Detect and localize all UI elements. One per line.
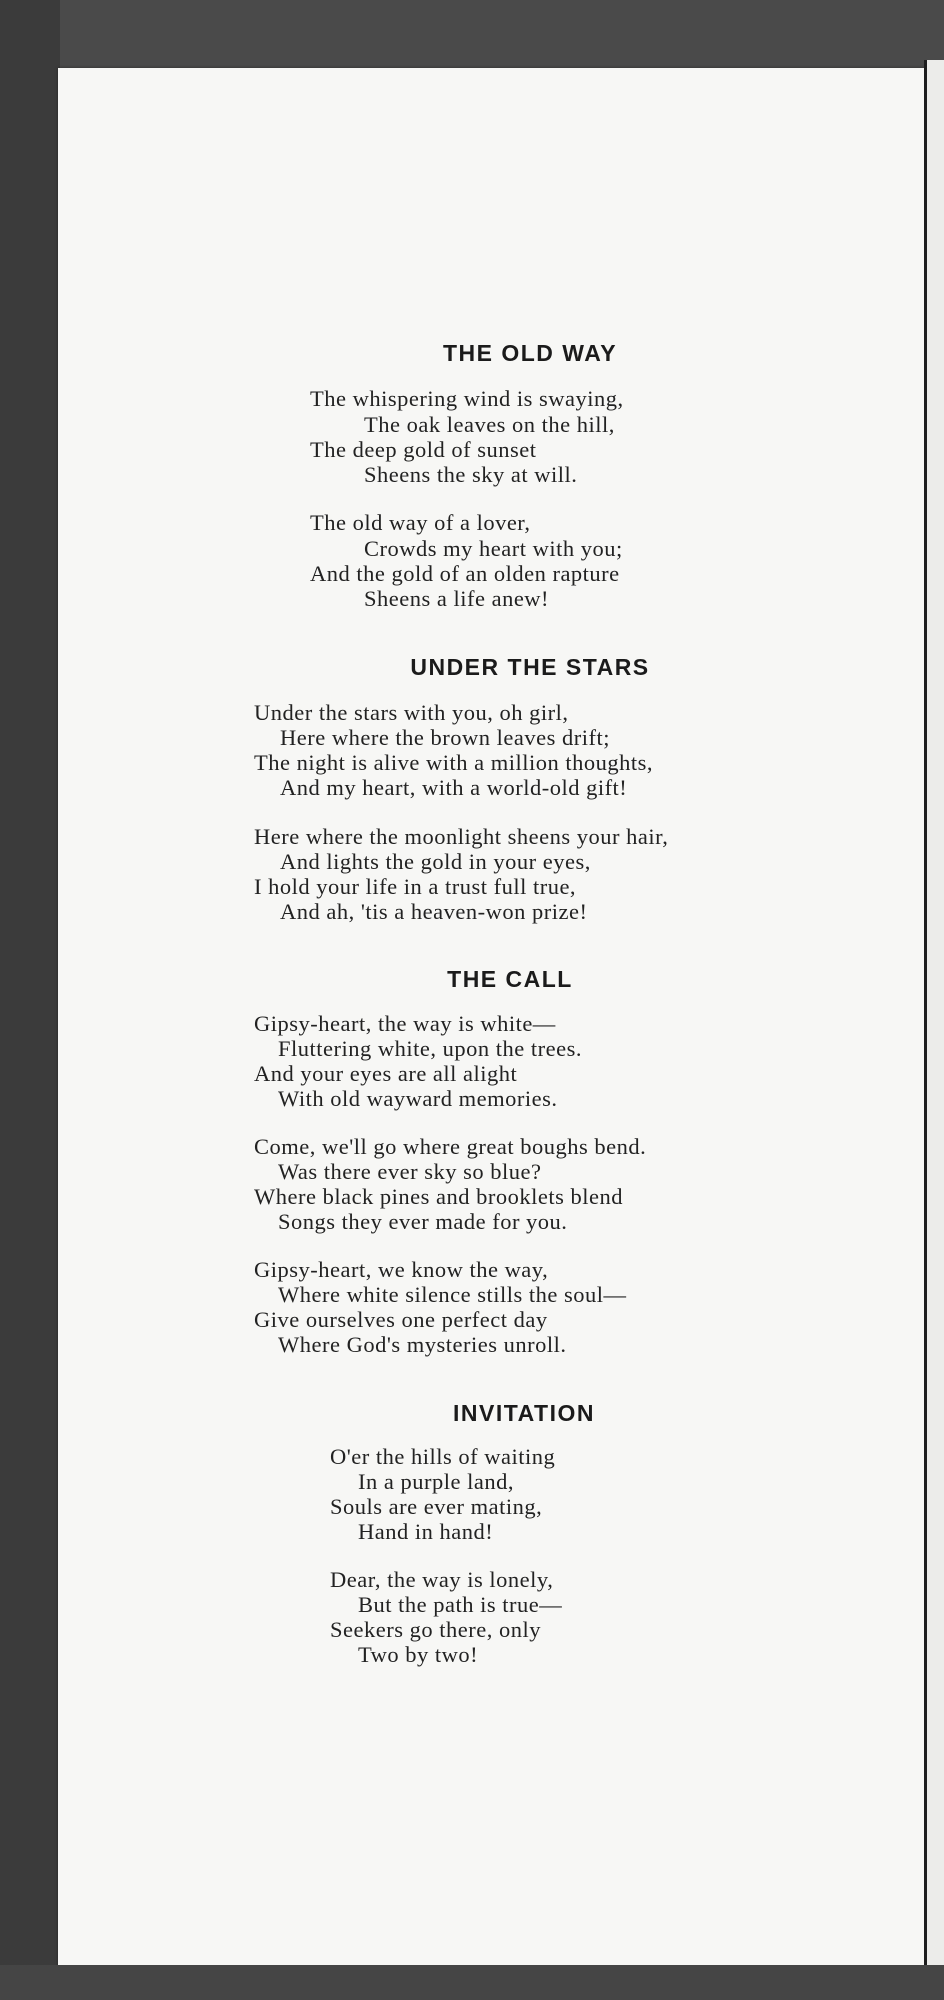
verse-line: Where God's mysteries unroll. (278, 1332, 567, 1357)
verse-line: The deep gold of sunset (310, 437, 537, 462)
poem-title: INVITATION (453, 1400, 595, 1426)
scan-background-top (0, 0, 944, 70)
verse-line: And lights the gold in your eyes, (280, 849, 591, 874)
verse-line: The old way of a lover, (310, 510, 531, 535)
verse-line: And the gold of an olden rapture (310, 561, 620, 586)
verse-line: Where black pines and brooklets blend (254, 1184, 624, 1209)
verse-line: Give ourselves one perfect day (254, 1307, 548, 1332)
verse-line: Gipsy-heart, the way is white— (254, 1011, 556, 1036)
verse-line: Where white silence stills the soul— (278, 1282, 627, 1307)
verse-line: Souls are ever mating, (330, 1494, 543, 1519)
verse-line: O'er the hills of waiting (330, 1444, 556, 1469)
verse-line: The oak leaves on the hill, (364, 412, 615, 437)
poem-title: UNDER THE STARS (410, 654, 650, 680)
verse-line: Under the stars with you, oh girl, (254, 700, 569, 725)
verse-line: Sheens the sky at will. (364, 462, 578, 487)
verse-line: Come, we'll go where great boughs bend. (254, 1134, 647, 1159)
verse-line: Sheens a life anew! (364, 586, 550, 611)
adjacent-page-edge (924, 60, 944, 1970)
verse-line: Fluttering white, upon the trees. (278, 1036, 582, 1061)
verse-line: Was there ever sky so blue? (278, 1159, 542, 1184)
verse-line: I hold your life in a trust full true, (254, 874, 577, 899)
poem-title: THE OLD WAY (442, 340, 618, 366)
poem-title: THE CALL (447, 966, 573, 992)
scan-background-bottom (0, 1965, 944, 2000)
verse-line: Dear, the way is lonely, (330, 1567, 554, 1592)
verse-line: Here where the brown leaves drift; (280, 725, 610, 750)
document-page (58, 68, 924, 1968)
verse-line: The whispering wind is swaying, (310, 386, 624, 411)
verse-line: Hand in hand! (358, 1519, 494, 1544)
verse-line: Seekers go there, only (330, 1617, 541, 1642)
verse-line: With old wayward memories. (278, 1086, 558, 1111)
verse-line: In a purple land, (358, 1469, 514, 1494)
verse-line: The night is alive with a million thoughts, (254, 750, 653, 775)
verse-line: And my heart, with a world-old gift! (280, 775, 628, 800)
verse-line: And ah, 'tis a heaven-won prize! (280, 899, 588, 924)
verse-line: Gipsy-heart, we know the way, (254, 1257, 549, 1282)
scan-background-left (0, 0, 60, 2000)
verse-line: But the path is true— (358, 1592, 563, 1617)
verse-line: Here where the moonlight sheens your hair, (254, 824, 669, 849)
verse-line: And your eyes are all alight (254, 1061, 518, 1086)
verse-line: Songs they ever made for you. (278, 1209, 568, 1234)
verse-line: Crowds my heart with you; (364, 536, 623, 561)
verse-line: Two by two! (358, 1642, 479, 1667)
